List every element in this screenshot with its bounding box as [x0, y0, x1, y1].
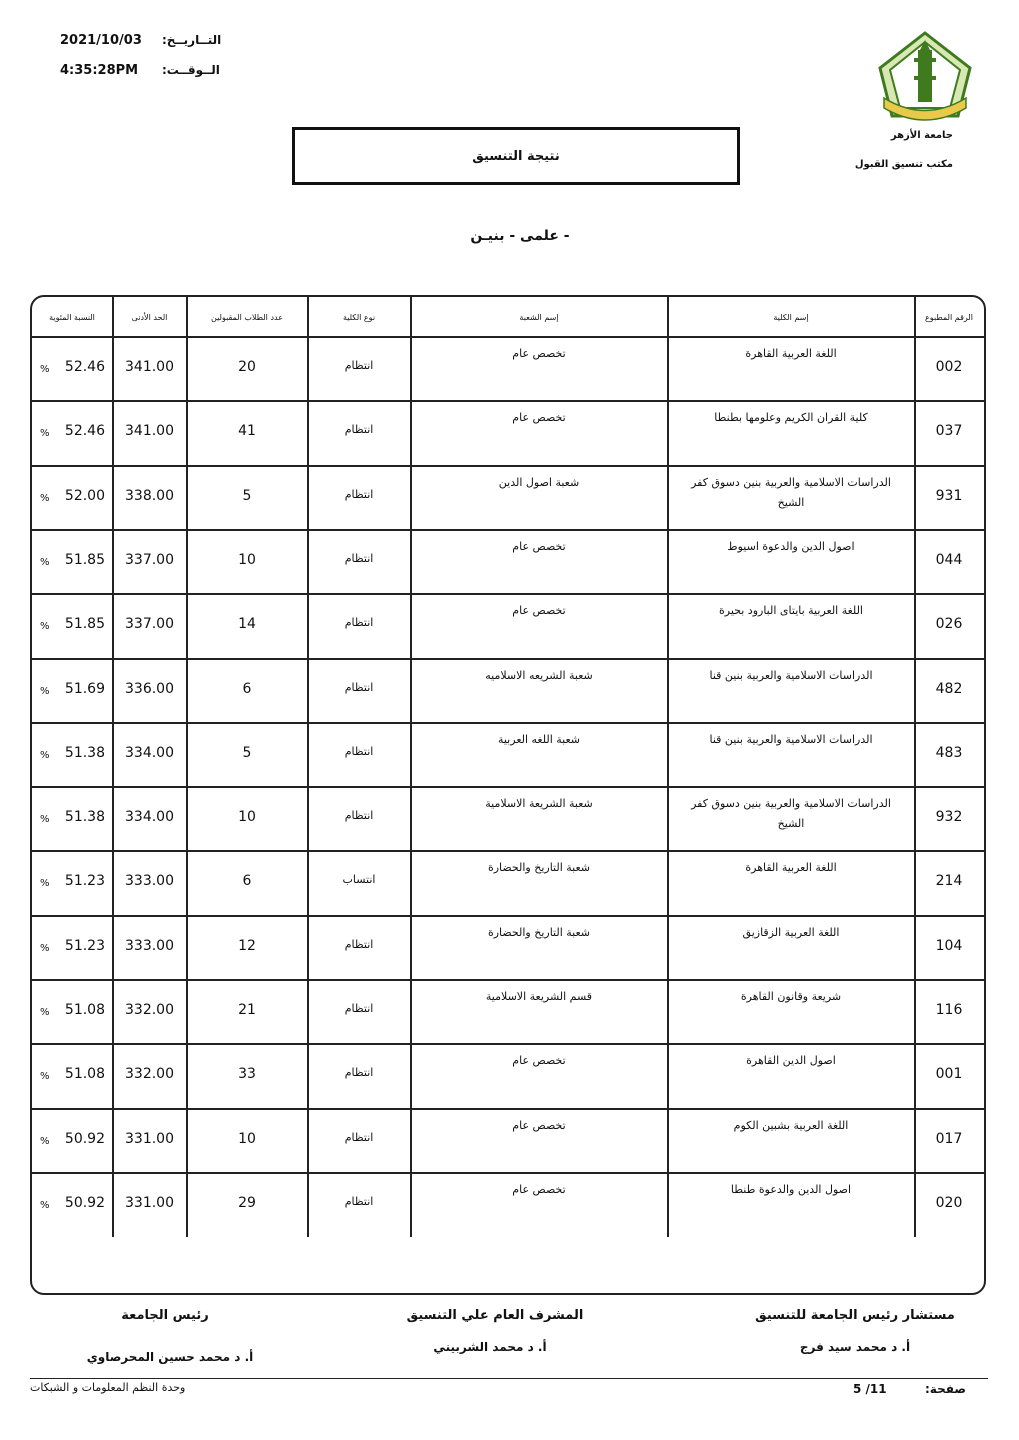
date-label: التــاريــخ: [162, 33, 222, 47]
cell-type: انتظام [344, 1195, 374, 1208]
cell-division: شعبة الشريعة الاسلامية [485, 797, 593, 810]
cell-type: انتظام [344, 616, 374, 629]
cell-min: 334.00 [125, 809, 174, 825]
cell-count: 6 [242, 873, 252, 889]
col-min: الحد الأدنى [131, 313, 168, 322]
percent-sign: % [40, 1071, 50, 1082]
cell-type: انتظام [344, 1131, 374, 1144]
percent-sign: % [40, 493, 50, 504]
percent-sign: % [40, 1200, 50, 1211]
cell-min: 334.00 [125, 745, 174, 761]
cell-code: 044 [935, 552, 963, 568]
cell-code: 026 [935, 616, 963, 632]
cell-college: اللغة العربية القاهرة [745, 861, 837, 874]
cell-code: 001 [935, 1066, 963, 1082]
cell-college: اصول الدين والدعوة اسيوط [727, 540, 855, 553]
cell-division: شعبة التاريخ والحضارة [487, 861, 591, 874]
time-value: 4:35:28PM [60, 63, 139, 78]
cell-pct: 51.23 [64, 873, 105, 889]
page-title: نتيجة التنسيق [292, 127, 740, 185]
cell-min: 341.00 [125, 423, 174, 439]
cell-code: 037 [935, 423, 963, 439]
percent-sign: % [40, 621, 50, 632]
cell-pct: 51.85 [64, 616, 105, 632]
cell-pct: 51.08 [64, 1066, 105, 1082]
cell-pct: 50.92 [64, 1195, 105, 1211]
table-hline [32, 722, 984, 724]
cell-code: 932 [935, 809, 963, 825]
cell-college: كلية القران الكريم وعلومها بطنطا [714, 411, 868, 424]
col-college: إسم الكلية [773, 313, 809, 322]
table-hline [32, 400, 984, 402]
table-vline [410, 297, 412, 1237]
cell-min: 333.00 [125, 873, 174, 889]
cell-min: 331.00 [125, 1195, 174, 1211]
cell-division: شعبة اصول الدين [498, 476, 580, 489]
cell-count: 5 [242, 488, 252, 504]
table-hline [32, 1108, 984, 1110]
page-number: 5 /11 [853, 1382, 887, 1396]
cell-division: تخصص عام [512, 1054, 566, 1067]
table-hline [32, 850, 984, 852]
cell-count: 5 [242, 745, 252, 761]
cell-min: 331.00 [125, 1131, 174, 1147]
cell-college: الدراسات الاسلامية والعربية بنين دسوق كفر الشيخ [691, 797, 891, 830]
percent-sign: % [40, 364, 50, 375]
percent-sign: % [40, 557, 50, 568]
cell-pct: 52.00 [64, 488, 105, 504]
percent-sign: % [40, 943, 50, 954]
cell-code: 116 [935, 1002, 963, 1018]
cell-pct: 51.85 [64, 552, 105, 568]
col-type: نوع الكلية [342, 313, 376, 322]
table-hline [32, 1172, 984, 1174]
cell-min: 336.00 [125, 681, 174, 697]
cell-min: 341.00 [125, 359, 174, 375]
cell-count: 10 [238, 552, 256, 568]
cell-type: انتظام [344, 1066, 374, 1079]
cell-division: تخصص عام [512, 347, 566, 360]
cell-pct: 51.38 [64, 809, 105, 825]
cell-pct: 52.46 [64, 423, 105, 439]
cell-type: انتظام [344, 552, 374, 565]
cell-count: 14 [238, 616, 256, 632]
cell-pct: 50.92 [64, 1131, 105, 1147]
cell-type: انتظام [344, 359, 374, 372]
cell-count: 20 [238, 359, 256, 375]
cell-type: انتظام [344, 488, 374, 501]
cell-college: اللغة العربية الزقازيق [742, 926, 840, 939]
al-azhar-emblem-icon [870, 28, 980, 128]
percent-sign: % [40, 750, 50, 761]
table-vline [307, 297, 309, 1237]
cell-division: تخصص عام [512, 540, 566, 553]
percent-sign: % [40, 814, 50, 825]
cell-division: تخصص عام [512, 1183, 566, 1196]
table-hline [32, 465, 984, 467]
sig1-title: مستشار رئيس الجامعة للتنسيق [755, 1308, 955, 1323]
cell-count: 12 [238, 938, 256, 954]
time-label: الــوقــت: [162, 63, 220, 77]
cell-college: اللغة العربية بايتاى البارود بحيرة [719, 604, 863, 617]
cell-division: شعبة اللغه العربية [497, 733, 581, 746]
cell-code: 483 [935, 745, 963, 761]
cell-college: الدراسات الاسلامية والعربية بنين قنا [709, 733, 873, 746]
cell-division: تخصص عام [512, 411, 566, 424]
col-division: إسم الشعبة [519, 313, 559, 322]
date-value: 2021/10/03 [60, 33, 142, 48]
table-hline [32, 1043, 984, 1045]
cell-division: تخصص عام [512, 1119, 566, 1132]
cell-code: 020 [935, 1195, 963, 1211]
table-vline [667, 297, 669, 1237]
cell-pct: 51.69 [64, 681, 105, 697]
cell-min: 332.00 [125, 1066, 174, 1082]
cell-count: 6 [242, 681, 252, 697]
cell-count: 21 [238, 1002, 256, 1018]
col-count: عدد الطلاب المقبولين [211, 313, 283, 322]
table-hline [32, 979, 984, 981]
cell-college: شريعة وقانون القاهرة [740, 990, 842, 1003]
table-hline [32, 529, 984, 531]
cell-college: الدراسات الاسلامية والعربية بنين قنا [709, 669, 873, 682]
cell-college: اصول الدين والدعوة طنطا [730, 1183, 852, 1196]
table-hline [32, 658, 984, 660]
percent-sign: % [40, 878, 50, 889]
cell-min: 332.00 [125, 1002, 174, 1018]
percent-sign: % [40, 1007, 50, 1018]
cell-min: 338.00 [125, 488, 174, 504]
sig2-name: أ. د محمد الشربيني [433, 1340, 547, 1354]
office-name: مكتب تنسيق القبول [854, 159, 953, 170]
sig3-name: أ. د محمد حسين المحرصاوي [86, 1350, 254, 1364]
cell-type: انتظام [344, 809, 374, 822]
col-pct: النسبة المئوية [49, 313, 95, 322]
sig2-title: المشرف العام علي التنسيق [406, 1308, 584, 1323]
cell-pct: 51.38 [64, 745, 105, 761]
col-code: الرقم المطبوع [925, 313, 973, 322]
cell-division: شعبة التاريخ والحضارة [487, 926, 591, 939]
cell-code: 017 [935, 1131, 963, 1147]
cell-count: 10 [238, 809, 256, 825]
percent-sign: % [40, 1136, 50, 1147]
page-label: صفحة: [925, 1382, 966, 1396]
cell-code: 482 [935, 681, 963, 697]
cell-pct: 51.08 [64, 1002, 105, 1018]
sig3-title: رئيس الجامعة [121, 1308, 209, 1323]
cell-pct: 51.23 [64, 938, 105, 954]
footer-divider [30, 1378, 988, 1379]
unit-label: وحدة النظم المعلومات و الشبكات [30, 1381, 186, 1394]
table-hline [32, 593, 984, 595]
cell-college: اصول الدين القاهرة [746, 1054, 836, 1067]
cell-division: شعبة الشريعه الاسلاميه [485, 669, 593, 682]
cell-division: قسم الشريعة الاسلامية [485, 990, 593, 1003]
cell-type: انتساب [342, 873, 376, 886]
cell-min: 337.00 [125, 552, 174, 568]
cell-count: 10 [238, 1131, 256, 1147]
cell-type: انتظام [344, 1002, 374, 1015]
cell-college: الدراسات الاسلامية والعربية بنين دسوق كفر الشيخ [691, 476, 891, 509]
table-hline [32, 786, 984, 788]
table-hline [32, 336, 984, 338]
table-hline [32, 915, 984, 917]
cell-code: 931 [935, 488, 963, 504]
cell-type: انتظام [344, 745, 374, 758]
cell-count: 29 [238, 1195, 256, 1211]
cell-type: انتظام [344, 938, 374, 951]
cell-pct: 52.46 [64, 359, 105, 375]
sig1-name: أ. د محمد سيد فرج [799, 1340, 911, 1354]
cell-type: انتظام [344, 681, 374, 694]
percent-sign: % [40, 428, 50, 439]
cell-college: اللغة العربية القاهرة [745, 347, 837, 360]
percent-sign: % [40, 686, 50, 697]
cell-code: 002 [935, 359, 963, 375]
cell-type: انتظام [344, 423, 374, 436]
cell-division: تخصص عام [512, 604, 566, 617]
cell-count: 33 [238, 1066, 256, 1082]
university-name: جامعة الأزهر [890, 130, 953, 141]
cell-code: 104 [935, 938, 963, 954]
page-subtitle: - علمى - بنيـن [470, 228, 570, 244]
cell-college: اللغة العربية بشبين الكوم [733, 1119, 849, 1132]
cell-min: 337.00 [125, 616, 174, 632]
cell-code: 214 [935, 873, 963, 889]
cell-count: 41 [238, 423, 256, 439]
cell-min: 333.00 [125, 938, 174, 954]
